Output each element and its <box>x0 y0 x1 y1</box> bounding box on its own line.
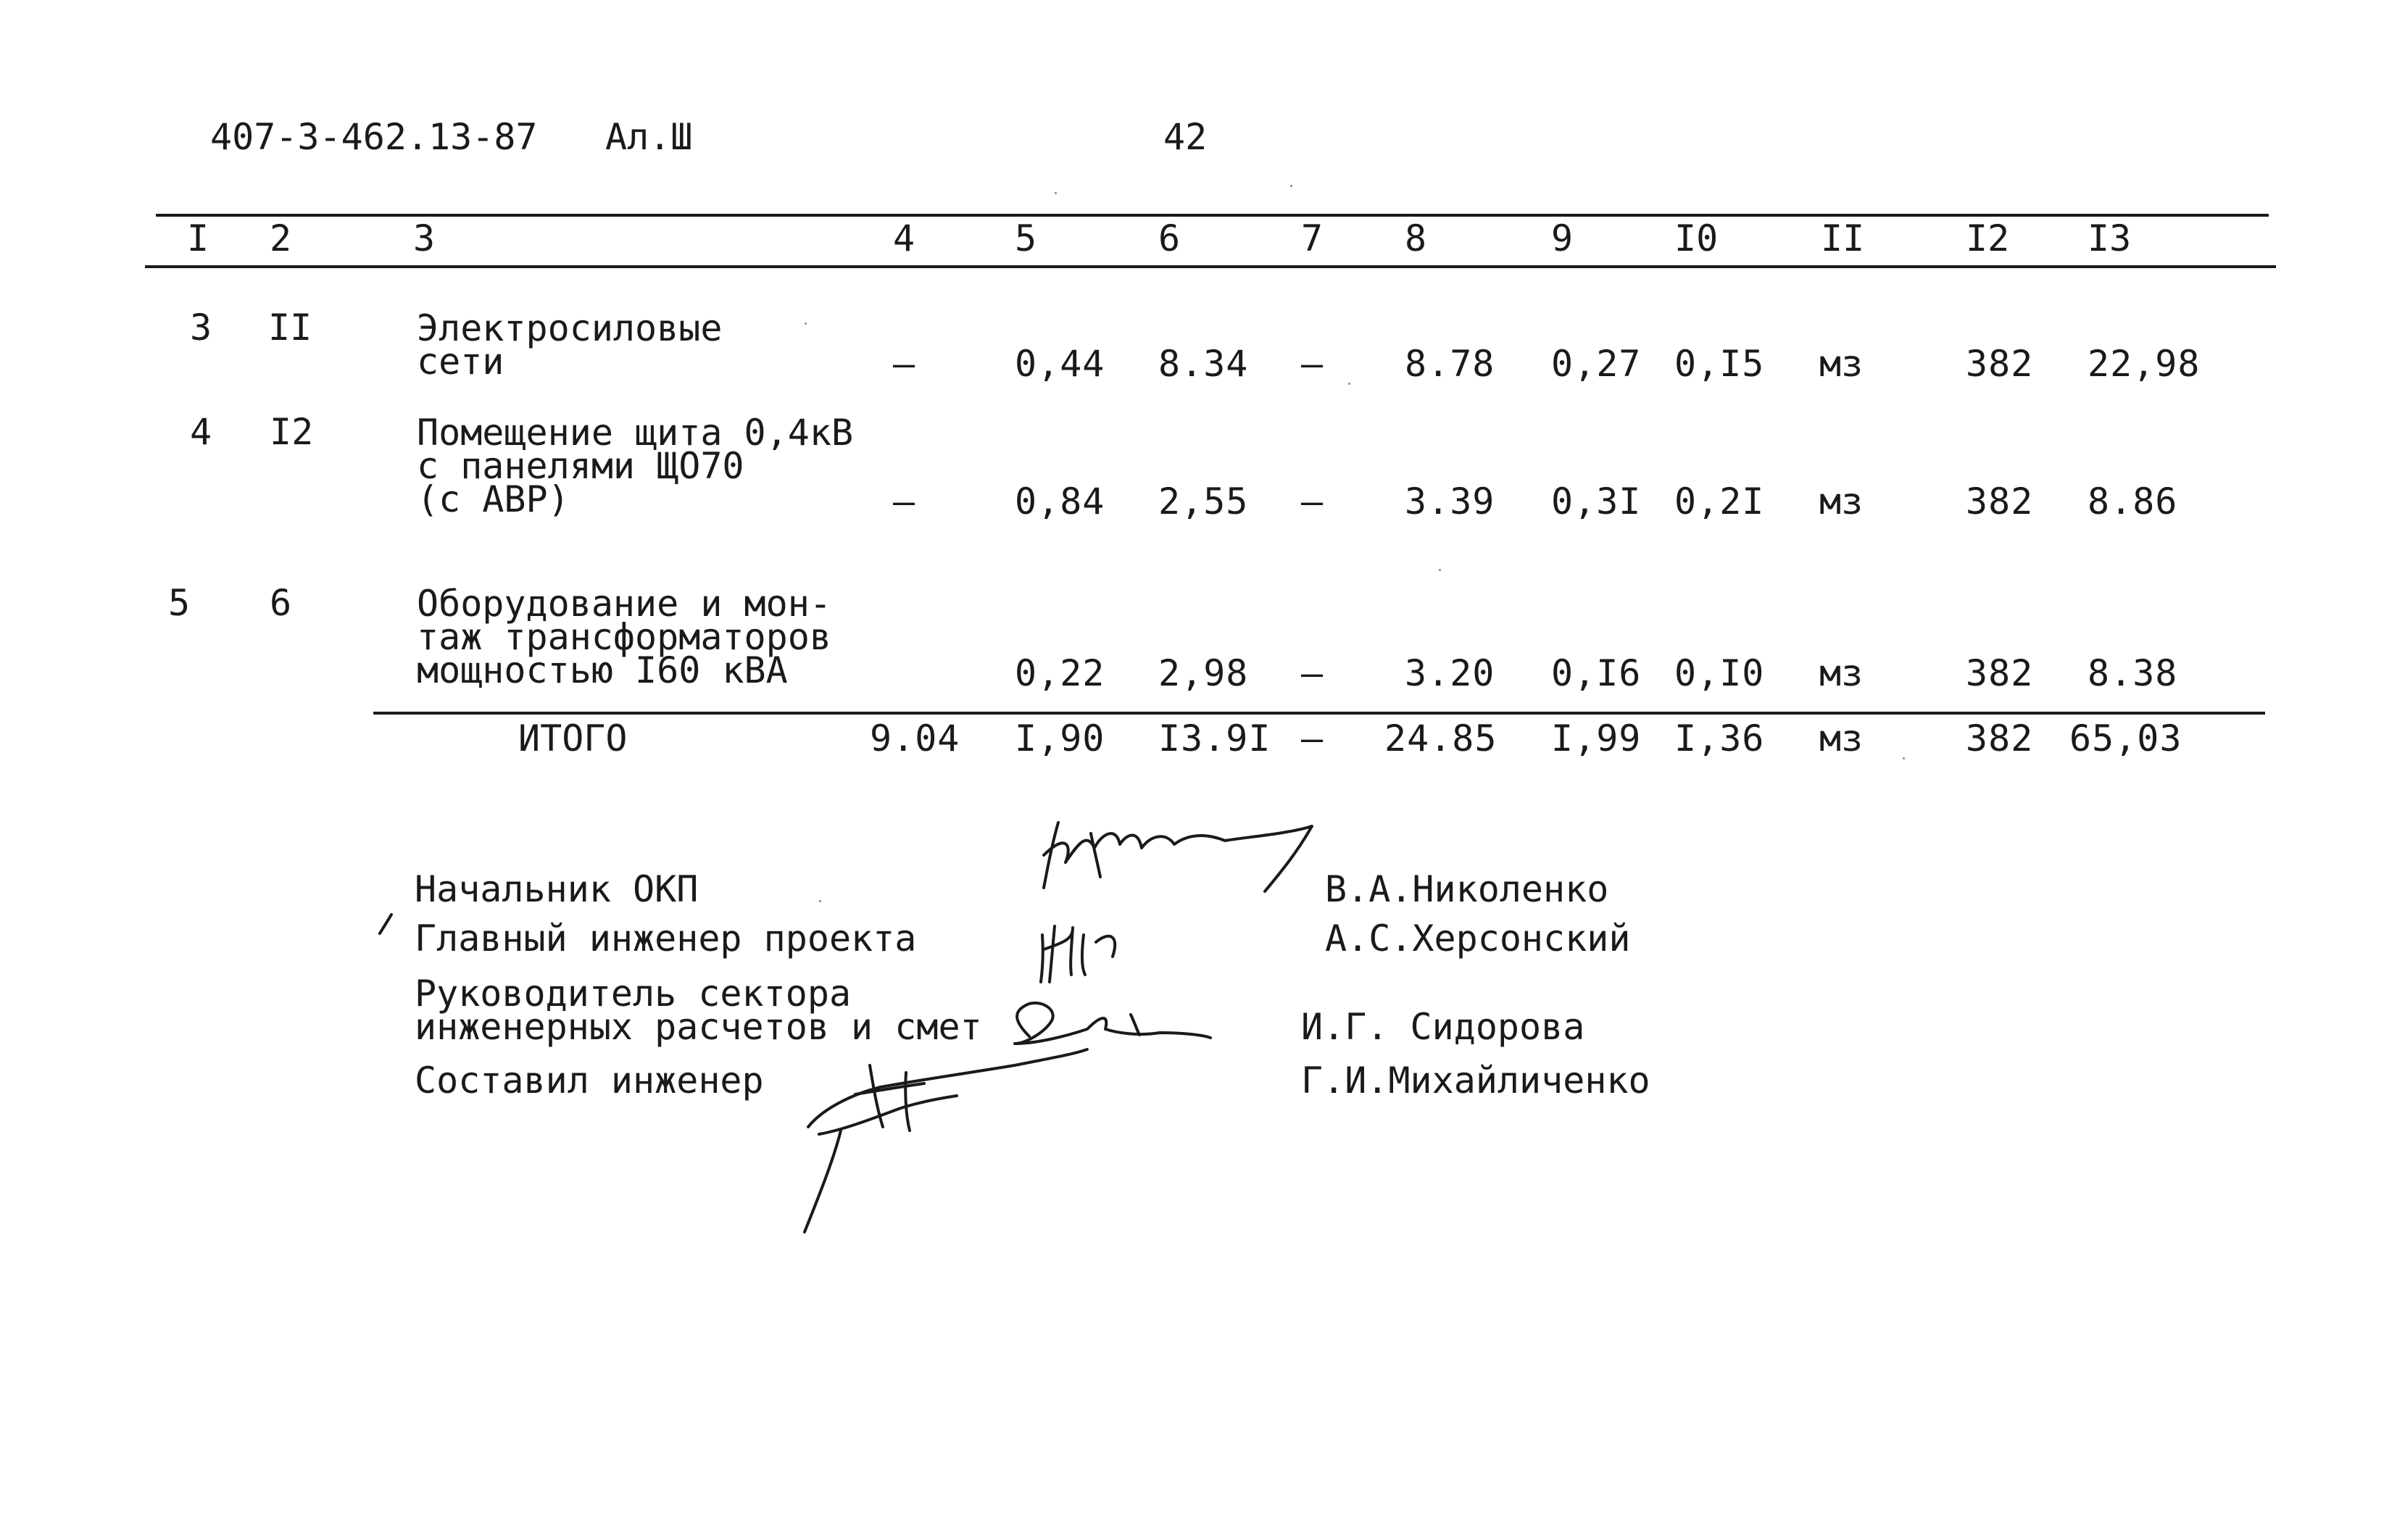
cell-c13: 8.38 <box>2087 652 2178 694</box>
total-label: ИТОГО <box>518 717 628 759</box>
cell-c9: 0,27 <box>1551 343 1642 385</box>
page-number: 42 <box>1163 116 1208 158</box>
column-header: I2 <box>1966 217 2010 259</box>
column-header: 9 <box>1551 217 1574 259</box>
name-khersonsky: А.С.Херсонский <box>1325 917 1631 960</box>
name-sidorova: И.Г. Сидорова <box>1301 1006 1585 1048</box>
cell-c8: 8.78 <box>1405 343 1495 385</box>
scan-speck <box>819 900 821 902</box>
total-c9: I,99 <box>1551 717 1642 759</box>
cell-c9: 0,I6 <box>1551 652 1642 694</box>
cell-c8: 3.39 <box>1405 480 1495 523</box>
column-header: 5 <box>1015 217 1037 259</box>
cell-c13: 8.86 <box>2087 480 2178 523</box>
cell-c8: 3.20 <box>1405 652 1495 694</box>
column-header: 8 <box>1405 217 1427 259</box>
total-c6: I3.9I <box>1158 717 1271 759</box>
cell-c6: 8.34 <box>1158 343 1249 385</box>
column-header: 3 <box>413 217 436 259</box>
cell-c2: II <box>268 307 312 349</box>
name-line: Оборудование и мон- <box>417 583 831 625</box>
name-line: Электросиловые <box>417 307 723 349</box>
album-label: Ал.Ш <box>605 116 693 158</box>
role-sector-head-line2: инженерных расчетов и смет <box>415 1006 982 1048</box>
cell-c6: 2,98 <box>1158 652 1249 694</box>
total-c11: мз <box>1819 717 1864 759</box>
name-nikolenko: В.А.Николенко <box>1325 868 1609 910</box>
scan-speck <box>1055 192 1057 194</box>
role-head-okp: Начальник ОКП <box>415 868 699 910</box>
name-line: Помещение щита 0,4кВ <box>417 412 854 454</box>
total-c7: – <box>1301 717 1324 759</box>
total-c8: 24.85 <box>1384 717 1497 759</box>
cell-c10: 0,I0 <box>1674 652 1765 694</box>
cell-c5: 0,84 <box>1015 480 1105 523</box>
cell-c1: 5 <box>168 582 191 624</box>
name-mikhailichenko: Г.И.Михайличенко <box>1301 1060 1650 1102</box>
cell-c12: 382 <box>1966 652 2034 694</box>
cell-c1: 3 <box>190 307 212 349</box>
cell-c4: – <box>893 480 915 523</box>
cell-c10: 0,2I <box>1674 480 1765 523</box>
cell-c7: – <box>1301 652 1324 694</box>
total-c4: 9.04 <box>870 717 960 759</box>
role-chief-engineer: Главный инженер проекта <box>415 917 917 960</box>
scan-speck <box>805 322 807 325</box>
total-c13: 65,03 <box>2069 717 2182 759</box>
cell-c7: – <box>1301 480 1324 523</box>
cell-c11: мз <box>1819 480 1864 523</box>
column-header: I <box>187 217 209 259</box>
scan-speck <box>1903 757 1905 759</box>
name-line: с панелями ЩО70 <box>417 445 744 487</box>
column-header: I3 <box>2087 217 2132 259</box>
cell-c10: 0,I5 <box>1674 343 1765 385</box>
role-sector-head-line1: Руководитель сектора <box>415 973 852 1015</box>
column-header: 4 <box>893 217 915 259</box>
cell-c4: – <box>893 343 915 385</box>
column-header: II <box>1821 217 1865 259</box>
document-code: 407-3-462.13-87 <box>210 116 538 158</box>
scan-speck <box>1439 569 1441 571</box>
total-c10: I,36 <box>1674 717 1765 759</box>
cell-c11: мз <box>1819 652 1864 694</box>
cell-c12: 382 <box>1966 343 2034 385</box>
cell-c12: 382 <box>1966 480 2034 523</box>
scan-speck <box>1290 185 1292 187</box>
name-line: (с АВР) <box>417 478 570 520</box>
cell-c6: 2,55 <box>1158 480 1249 523</box>
name-line: сети <box>417 341 504 383</box>
cell-c9: 0,3I <box>1551 480 1642 523</box>
total-c12: 382 <box>1966 717 2034 759</box>
column-header: 6 <box>1158 217 1181 259</box>
column-header: 2 <box>270 217 292 259</box>
name-line: мощностью I60 кВА <box>417 649 788 691</box>
role-compiled-by: Составил инженер <box>415 1060 764 1102</box>
total-c5: I,90 <box>1015 717 1105 759</box>
cell-c5: 0,44 <box>1015 343 1105 385</box>
cell-c11: мз <box>1819 343 1864 385</box>
cell-c13: 22,98 <box>2087 343 2201 385</box>
cell-c1: 4 <box>190 411 212 453</box>
cell-c2: 6 <box>270 582 292 624</box>
cell-c7: – <box>1301 343 1324 385</box>
scan-speck <box>1348 383 1350 385</box>
column-header: 7 <box>1301 217 1324 259</box>
column-header: I0 <box>1674 217 1719 259</box>
cell-c5: 0,22 <box>1015 652 1105 694</box>
name-line: таж трансформаторов <box>417 616 831 658</box>
cell-c2: I2 <box>270 411 314 453</box>
